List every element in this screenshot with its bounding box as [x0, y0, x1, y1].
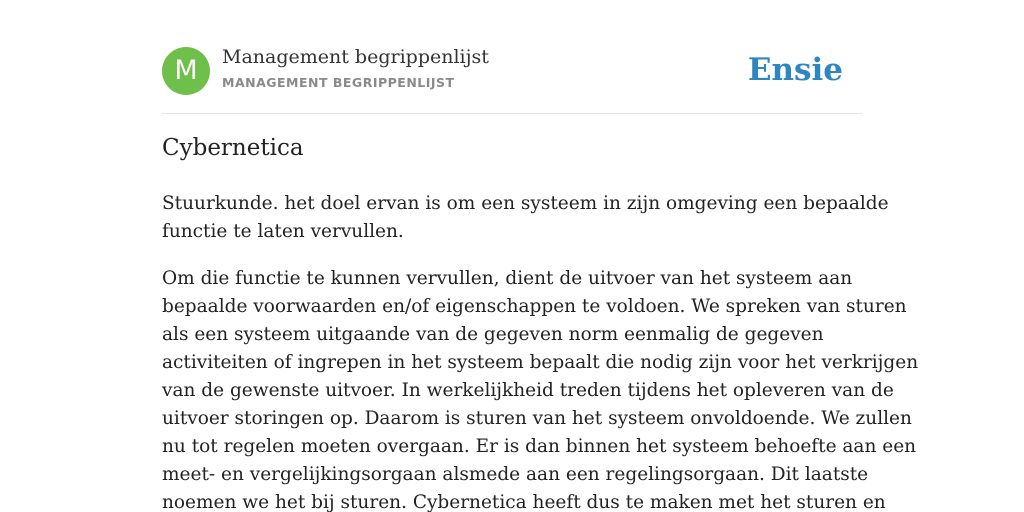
ensie-logo-link[interactable]: Ensie: [747, 52, 843, 88]
avatar[interactable]: M: [162, 47, 210, 95]
glossary-title-link[interactable]: Management begrippenlijst: [222, 46, 489, 68]
paragraph-line: Om die functie te kunnen vervullen, dient de uitvoer van het systeem aan: [162, 268, 853, 289]
paragraph: [162, 265, 919, 512]
paragraph-line: activiteiten of ingrepen in het systeem bepaalt die nodig zijn voor het verkrijgen: [162, 352, 919, 373]
paragraph-line: van de gewenste uitvoer. In werkelijkheid treden tijdens het opleveren van de: [162, 380, 894, 401]
paragraph-line: meet- en vergelijkingsorgaan alsmede aan een regelingsorgaan. Dit laatste: [162, 464, 869, 485]
paragraph-line: noemen we het bij sturen. Cybernetica heeft dus te maken met het sturen en: [162, 492, 886, 512]
glossary-subtitle: MANAGEMENT BEGRIPPENLIJST: [222, 75, 455, 90]
paragraph-line: als een systeem uitgaande van de gegeven norm eenmalig de gegeven: [162, 324, 824, 345]
paragraph: [162, 190, 889, 246]
paragraph-line: bepaalde voorwaarden en/of eigenschappen te voldoen. We spreken van sturen: [162, 296, 907, 317]
paragraph-line: uitvoer storingen op. Daarom is sturen van het systeem onvoldoende. We zullen: [162, 408, 912, 429]
page-container: [162, 0, 919, 512]
header: [162, 0, 862, 114]
page-title: Cybernetica: [162, 135, 304, 161]
paragraph-line: nu tot regelen moeten overgaan. Er is dan binnen het systeem behoefte aan een: [162, 436, 917, 457]
paragraph-line: functie te laten vervullen.: [162, 221, 404, 242]
paragraph-line: Stuurkunde. het doel ervan is om een systeem in zijn omgeving een bepaalde: [162, 193, 889, 214]
